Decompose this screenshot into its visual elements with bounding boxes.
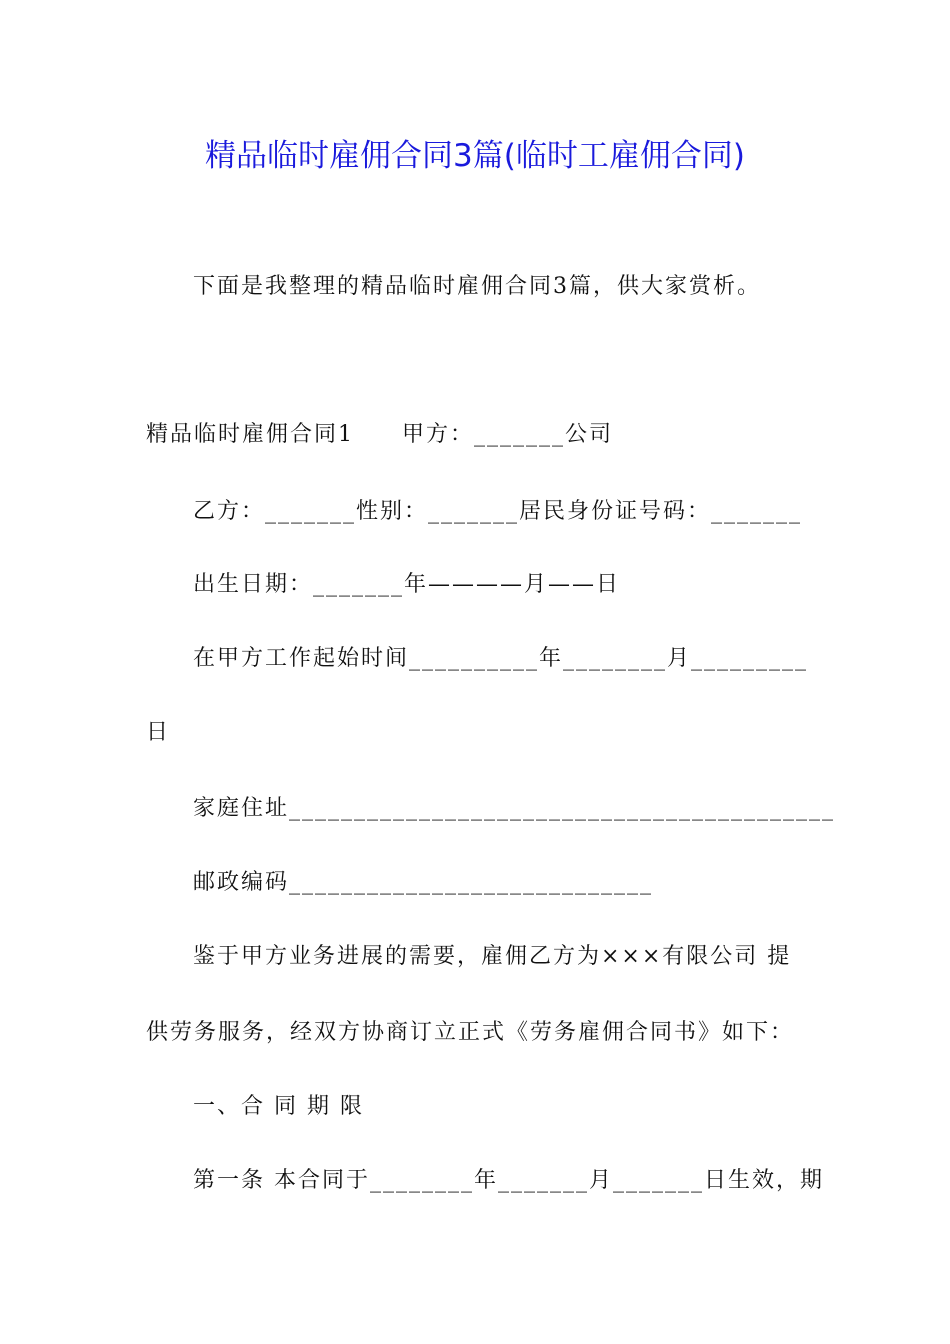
preamble-line-2: 供劳务服务，经双方协商订立正式《劳务雇佣合同书》如下： (146, 1020, 795, 1045)
postal-code-line: 邮政编码____________________________ (193, 870, 654, 895)
birth-date-line: 出生日期：_______年————月——日 (193, 572, 621, 597)
preamble-line-1: 鉴于甲方业务进展的需要，雇佣乙方为×××有限公司 提 (193, 944, 792, 969)
home-address-line: 家庭住址__________________________________________ (193, 796, 836, 821)
start-time-day-line: 日 (146, 720, 171, 745)
section-heading: 一、合 同 期 限 (193, 1094, 364, 1119)
party-b-line: 乙方：_______性别：_______居民身份证号码：_______ (193, 499, 803, 524)
start-time-line: 在甲方工作起始时间__________年________月_________ (193, 646, 809, 671)
document-title: 精品临时雇佣合同3篇(临时工雇佣合同) (205, 138, 745, 174)
article-one-line: 第一条 本合同于________年_______月_______日生效，期 (193, 1168, 824, 1193)
intro-paragraph: 下面是我整理的精品临时雇佣合同3篇，供大家赏析。 (193, 274, 761, 299)
contract-heading-line: 精品临时雇佣合同1 甲方：_______公司 (146, 422, 613, 447)
